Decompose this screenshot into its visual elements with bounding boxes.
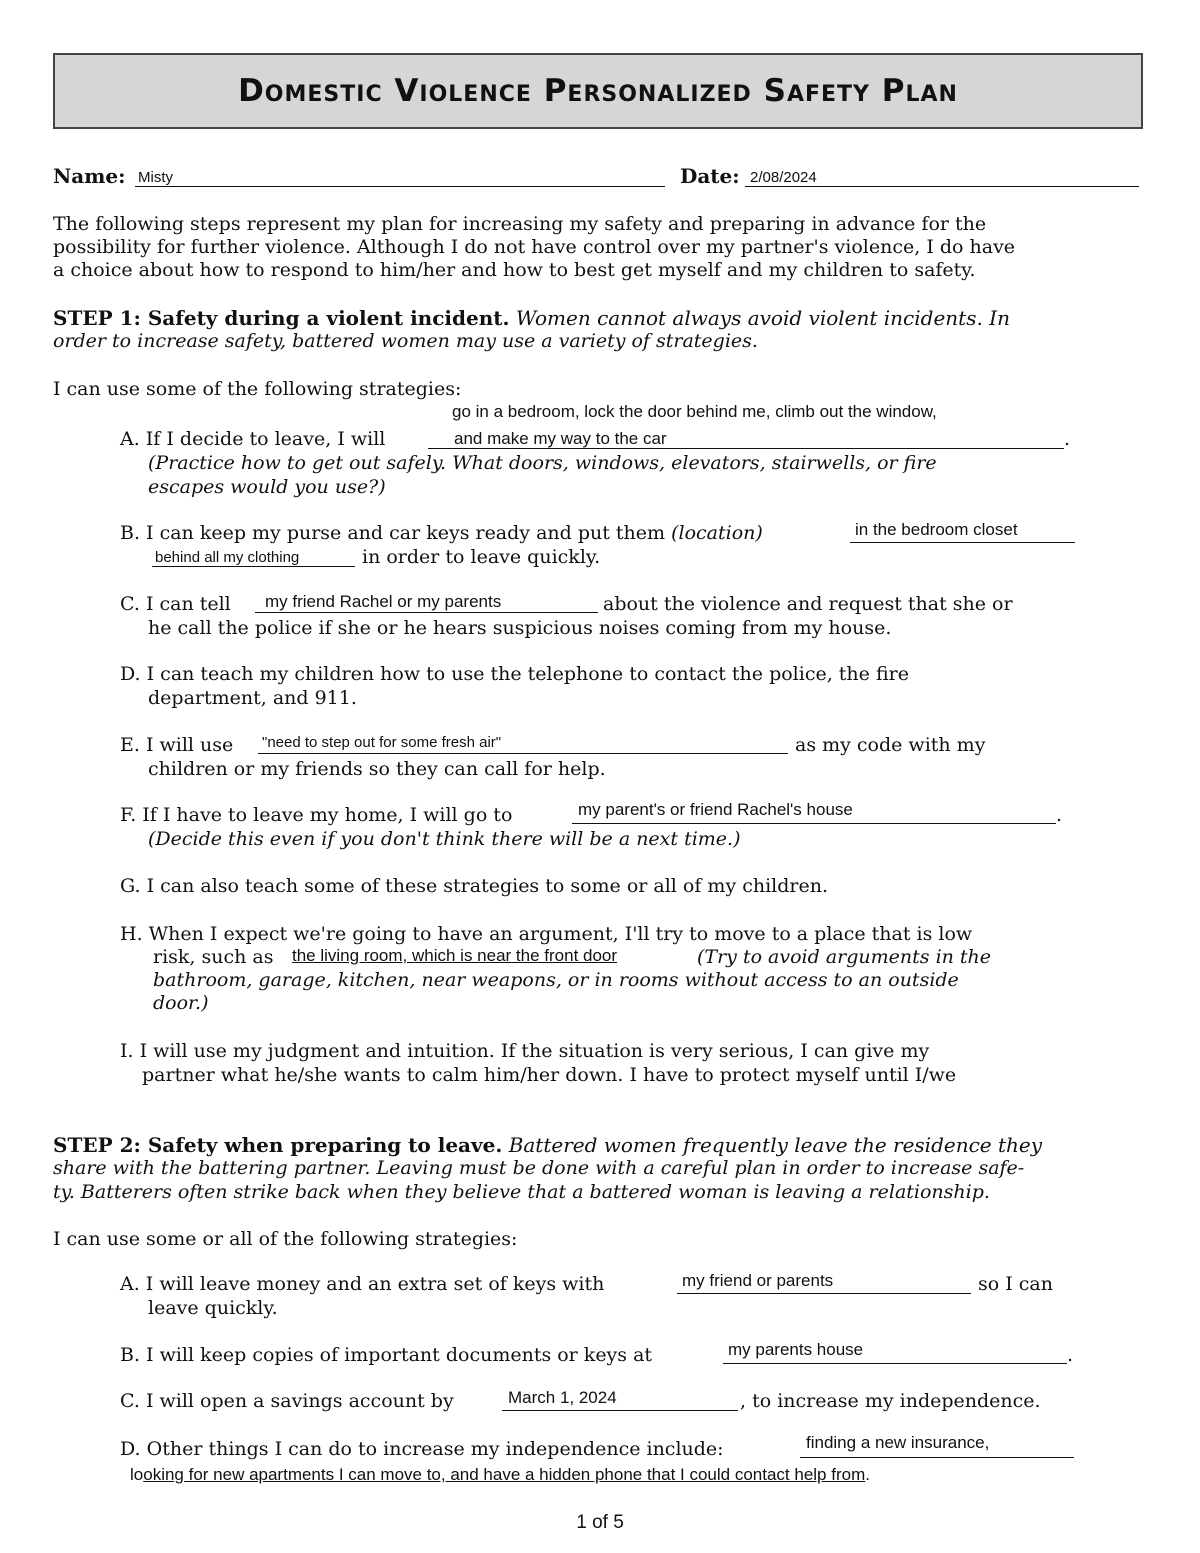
step1-e-underline <box>258 753 788 754</box>
step1-b-fill-1[interactable]: in the bedroom closet <box>855 520 1018 539</box>
step2-c-text: C. I will open a savings account by <box>120 1390 454 1412</box>
step1-b-text <box>120 522 763 545</box>
step2-a-fill[interactable]: my friend or parents <box>682 1271 834 1290</box>
step1-h-fill[interactable]: the living room, which is near the front door <box>292 946 618 965</box>
name-underline <box>135 186 665 187</box>
step1-e-line-2: children or my friends so they can call for help. <box>148 758 606 780</box>
intro-line-1: The following steps represent my plan for increasing my safety and preparing in advance for the <box>53 213 987 235</box>
step1-f-fill[interactable]: my parent's or friend Rachel's house <box>578 800 853 819</box>
step2-lead: I can use some or all of the following strategies: <box>53 1228 518 1250</box>
title-banner <box>53 53 1143 129</box>
step1-b-label: B. I can keep my purse and car keys ready and put them <box>120 522 666 544</box>
intro-line-3: a choice about how to respond to him/her and how to best get myself and my children to safety. <box>53 259 976 281</box>
date-label: Date: <box>680 164 740 188</box>
step1-c-line-2: he call the police if she or he hears suspicious noises coming from my house. <box>148 617 892 639</box>
step1-g-line: G. I can also teach some of these strategies to some or all of my children. <box>120 875 829 897</box>
step2-desc-1: Battered women frequently leave the residence they <box>508 1133 1043 1157</box>
step2-d-underline <box>800 1457 1074 1458</box>
step1-h-text-2: risk, such as <box>153 946 274 968</box>
step2-desc-2: share with the battering partner. Leaving must be done with a careful plan in order to increase safe- <box>53 1157 1025 1179</box>
step1-c-text-2: about the violence and request that she or <box>603 593 1013 615</box>
step1-e-fill[interactable]: "need to step out for some fresh air" <box>262 734 502 751</box>
step2-b-fill[interactable]: my parents house <box>728 1340 864 1359</box>
step1-b-fill-2[interactable]: behind all my clothing <box>155 549 300 566</box>
step1-f-underline <box>572 823 1056 824</box>
step1-a-fill-1[interactable]: go in a bedroom, lock the door behind me, climb out the window, <box>452 402 937 421</box>
step2-desc-3: ty. Batterers often strike back when they believe that a battered woman is leaving a relationship. <box>53 1181 990 1203</box>
step1-h-line-1: H. When I expect we're going to have an argument, I'll try to move to a place that is low <box>120 923 973 945</box>
step2-heading: STEP 2: Safety when preparing to leave. <box>53 1133 503 1157</box>
step2-heading-line <box>53 1134 1042 1157</box>
step2-a-line-2: leave quickly. <box>148 1297 278 1319</box>
step1-a-end: . <box>1064 428 1071 450</box>
document-title: Domestic Violence Personalized Safety Plan <box>238 73 958 109</box>
step1-c-fill[interactable]: my friend Rachel or my parents <box>265 592 502 611</box>
step2-b-underline <box>723 1363 1067 1364</box>
step1-a-text: A. If I decide to leave, I will <box>120 428 386 450</box>
step2-c-text-2: , to increase my independence. <box>740 1390 1041 1412</box>
step2-d-end: . <box>865 1465 870 1484</box>
step2-a-text: A. I will leave money and an extra set of keys with <box>120 1273 605 1295</box>
date-value[interactable]: 2/08/2024 <box>750 169 817 186</box>
step2-b-text: B. I will keep copies of important documents or keys at <box>120 1344 653 1366</box>
step2-a-text-2: so I can <box>978 1273 1053 1295</box>
name-label: Name: <box>53 164 126 188</box>
step1-f-text: F. If I have to leave my home, I will go to <box>120 804 513 826</box>
step1-desc-2: order to increase safety, battered women may use a variety of strategies. <box>53 330 758 352</box>
step2-d-fill-2[interactable]: oking for new apartments I can move to, and have a hidden phone that I could contact help from <box>143 1465 866 1484</box>
step1-d-line-1: D. I can teach my children how to use the telephone to contact the police, the fire <box>120 663 909 685</box>
step1-e-text-2: as my code with my <box>795 734 986 756</box>
step2-d-fill-1[interactable]: finding a new insurance, <box>806 1433 990 1452</box>
step1-i-line-1: I. I will use my judgment and intuition. If the situation is very serious, I can give my <box>120 1040 930 1062</box>
step1-h-note-2: (Try to avoid arguments in the <box>697 946 992 968</box>
step1-heading-line <box>53 307 1010 330</box>
step1-heading: STEP 1: Safety during a violent incident. <box>53 306 510 330</box>
step1-a-fill-2[interactable]: and make my way to the car <box>454 429 667 448</box>
intro-line-2: possibility for further violence. Although I do not have control over my partner's violence, I do have <box>53 236 1016 258</box>
step1-b-underline-1 <box>850 542 1075 543</box>
step1-c-text: C. I can tell <box>120 593 231 615</box>
step2-d-pre: lo <box>130 1465 144 1484</box>
name-value[interactable]: Misty <box>138 169 173 186</box>
step2-c-underline <box>502 1410 738 1411</box>
step1-b-underline-2 <box>152 566 355 567</box>
step1-a-underline <box>428 448 1064 449</box>
step1-b-text-2: in order to leave quickly. <box>362 546 601 568</box>
step1-f-note: (Decide this even if you don't think there will be a next time.) <box>148 828 741 850</box>
step1-h-note-4: door.) <box>153 992 209 1014</box>
step1-e-text: E. I will use <box>120 734 234 756</box>
step1-desc-1: Women cannot always avoid violent incidents. In <box>515 306 1010 330</box>
step1-c-underline <box>255 612 598 613</box>
step2-c-fill[interactable]: March 1, 2024 <box>508 1388 617 1407</box>
step2-a-underline <box>677 1293 971 1294</box>
step2-d-line-2 <box>130 1463 870 1486</box>
step1-a-note-2: escapes would you use?) <box>148 476 386 498</box>
step1-b-location: (location) <box>671 522 763 544</box>
step1-i-line-2: partner what he/she wants to calm him/her down. I have to protect myself until I/we <box>142 1064 957 1086</box>
step1-lead: I can use some of the following strategies: <box>53 378 462 400</box>
step1-d-line-2: department, and 911. <box>148 687 357 709</box>
step2-d-text: D. Other things I can do to increase my independence include: <box>120 1438 724 1460</box>
step1-f-end: . <box>1056 804 1063 826</box>
step1-a-note-1: (Practice how to get out safely. What doors, windows, elevators, stairwells, or fire <box>148 452 937 474</box>
step2-b-end: . <box>1067 1344 1074 1366</box>
page-number: 1 of 5 <box>576 1512 624 1533</box>
step1-h-note-3: bathroom, garage, kitchen, near weapons, or in rooms without access to an outside <box>153 969 959 991</box>
date-underline <box>745 186 1139 187</box>
